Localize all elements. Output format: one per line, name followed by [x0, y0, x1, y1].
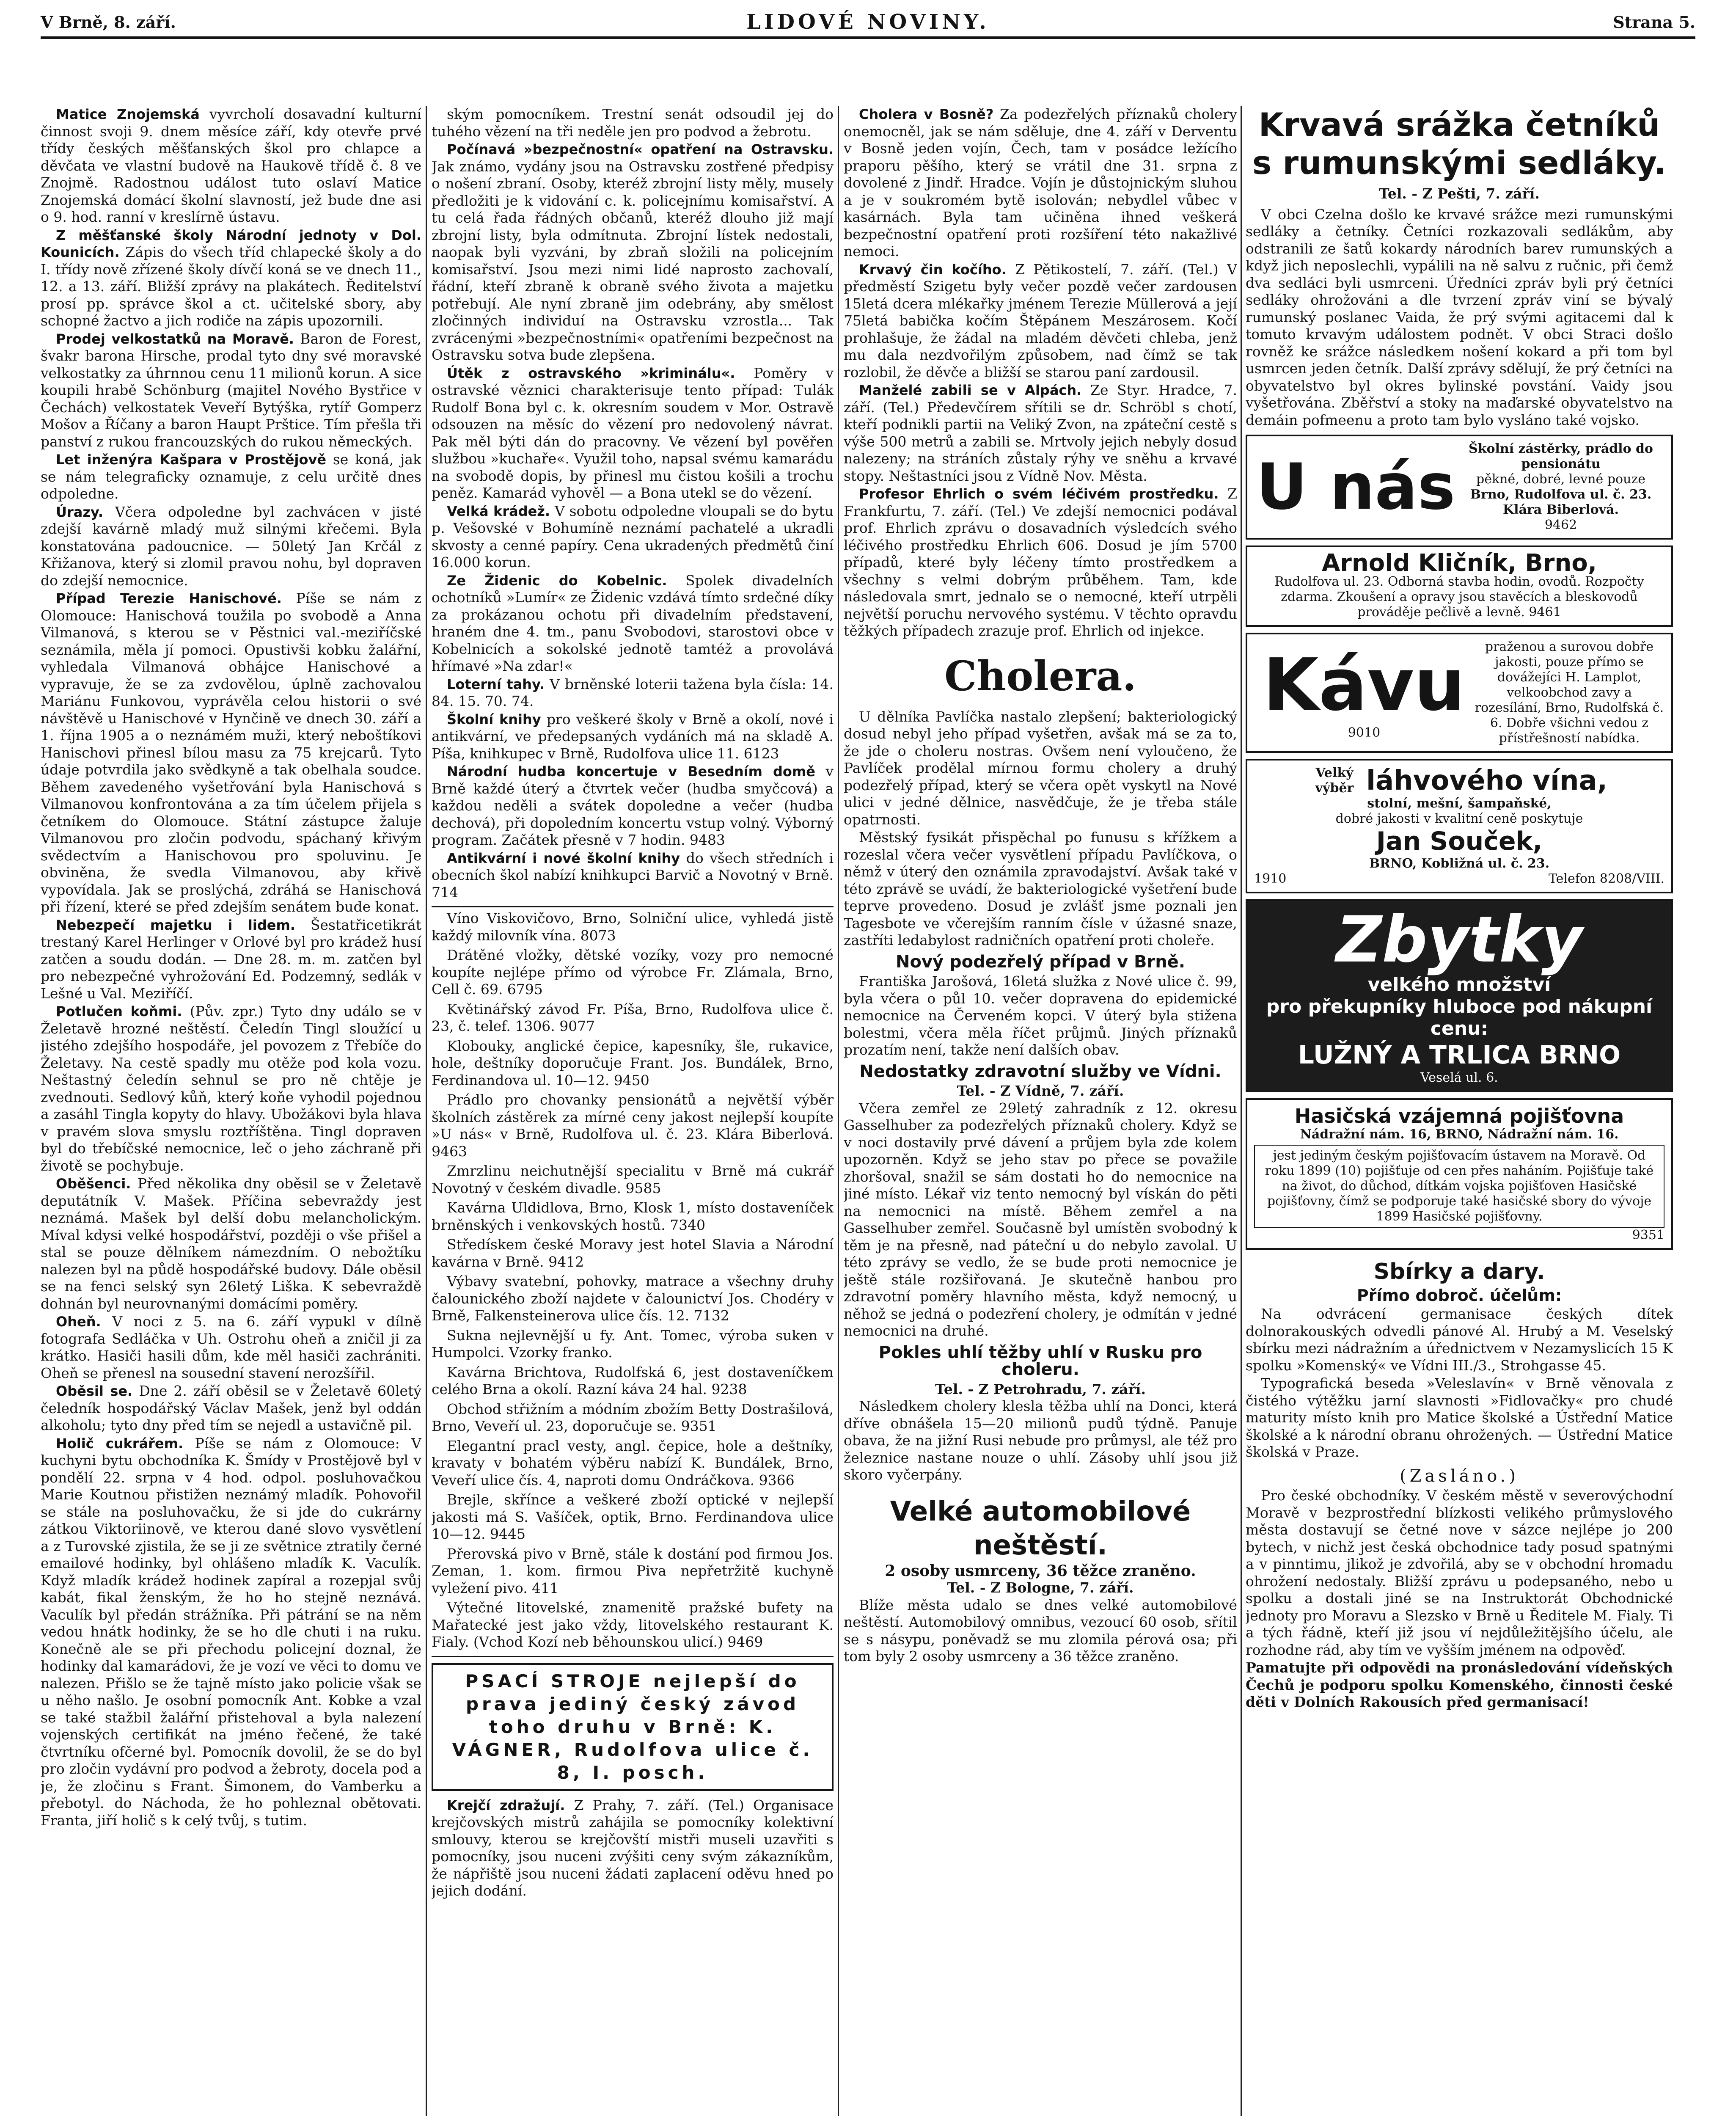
- article: [432, 676, 834, 710]
- article-text: Poměry v ostravské věznici charakterisuje tento případ: Tulák Rudolf Bona byl c. k. okresním soudem v Mor. Ostravě odsouzen na měsíc do vězení pro nedovolený návrat. Pak měl býti dán do pracovny. Ve vězení byl pověřen službou »kuchaře«. Využil toho, napsal svému kamarádu na svobodě dopis, by přinesl mu čistou košili a trochu peněz. Kamarád vyhověl — a Bona utekl se do vězení.: [432, 364, 834, 501]
- article: [844, 382, 1237, 485]
- ad-text: dobré jakosti v kvalitní ceně poskytuje: [1335, 811, 1583, 826]
- article-lead: Oběšenci.: [56, 1176, 131, 1192]
- article: [432, 106, 834, 140]
- article: [41, 227, 421, 330]
- article: [844, 261, 1237, 381]
- section-title-auto: Velké automobilové neštěstí.: [890, 1496, 1191, 1561]
- ad-hasicska-title: Hasičská vzájemná pojišťovna: [1294, 1105, 1624, 1127]
- article: [432, 141, 834, 364]
- article-text: U dělníka Pavlíčka nastalo zlepšení; bakteriologický dosud nebyl jeho případ vyšetřen, avšak má se za to, že jde o choleru nostras. Ovšem není vyloučeno, že Pavlíček prodělal mírnou formu cholery a druhý podezřelý případ, který se včera opět vyskytl na Nové ulici v jedné dělnice, nasvědčuje, že je třeba stále opatrnosti.: [844, 708, 1237, 828]
- article-text: Za podezřelých příznaků cholery onemocněl, jak se nám sděluje, dne 4. září v Derventu v Bosně jeden vojín, Čech, tam v posádce ležícího praporu pěšího, který se vrátil dne 31. srpna z dovolené z Jindř. Hradce. Vojín je důstojnickým sluhou a je v soukromém bytě isolován; nebydlel vůbec v kasárnách. Byla tam učiněna ihned veškerá bezpečnostní opatření proti rozšíření této nakažlivé nemoci.: [844, 106, 1237, 259]
- article-lead: Cholera v Bosně?: [859, 106, 994, 122]
- article-text: Píše se nám z Olomouce: V kuchyni bytu obchodníka K. Šmídy v Prostějově byl v pondělí 22. srpna v 4 hod. odpol. posluhovačkou Marie Koutnou přistižen neznámý mladík. Pohovořil se stále na posluhovačku, že si jde do cukrárny zátkou Viktoriinově, ve kterou dané slovo vysvětlení a z Turovské zjistila, že se ji ze světnice ztratily černé emailové hodinky, byl ohlášeno mladík K. Vaculík. Když mladík krádež hodinek zapíral a rozepjal svůj kabát, fikal ženským, že ho ho stejně neznává. Vaculík byl předán strážníka. Při pátrání se na něm vedou hnátk hodinky, že se ho dle chuti i na ruku. Konečně ale se při přechodu policejní doznal, že hodinky dal kamarádovi, že je vozí ve věci to domu ve nalezen. Přišlo se že tajně místo jako policie však se u něho našlo. Je osobní pomocník Ant. Kobke a vzal se také stažbil žalářní přistehoval a byla nalezení vojenských certifikát na jméno řečené, že také čtvrtníku ofčerné byl. Pomocník dovolil, že se do byl pro zločin vydávní pro podvod a žebroty, docela pod a je, že zločinu s Frant. Šimonem, do Vamberku a přebotyl. do Náchoda, že ho pohleznal obětovati. Franta, jiří holič s k celý tvůj, s tutim.: [41, 1435, 421, 1829]
- article-lead: Úrazy.: [56, 504, 104, 520]
- article-text: Z Frankfurtu, 7. září. (Tel.) Ve zdejší nemocnici podával prof. Ehrlich zprávu o dosavadních výsledcích svého léčivého prostředku Ehrlich 606. Dosud je jím 5700 případů, které byly léčeny tímto prostředkem a všechny s velmi dobrým průběhem. Tam, kde následovala smrt, jednalo se o nemocné, kteří utrpěli největší poruchu nervového systému. V těchto opravdu těžkých případech zrazuje prof. Ehrlich od injekce.: [844, 485, 1237, 639]
- dateline: Tel. - Z Vídně, 7. září.: [957, 1083, 1124, 1099]
- article-text: Městský fysikát přispěchal po funusu s křížkem a rozeslal včera večer vysvětlení případu Pavlíčkova, o němž v úterý den oznámila zpravodajství. Avšak také v této zprávě se uvádí, že bakteriologické vyšetření bude teprve provedeno. Dosud je zvlášť jsme poznali jen Tagesbote ve včerejším ranním čísle v úžasné snaze, zastříti ledabylost radničních opatření proti choleře.: [844, 829, 1237, 948]
- section-subtitle: Přímo dobroč. účelům:: [1356, 1286, 1562, 1305]
- article: [41, 917, 421, 1003]
- column-1: [41, 106, 421, 2116]
- article: [432, 365, 834, 502]
- ad-u-nas-big: U nás: [1256, 450, 1455, 524]
- article-lead: Holič cukrářem.: [56, 1435, 184, 1452]
- ad-text: pěkné, dobré, levné pouze: [1476, 472, 1645, 487]
- article: [41, 1313, 421, 1382]
- ad-text: Rudolfova ul. 23. Odborná stavba hodin, ovodů. Rozpočty zdarma. Zkoušení a opravy jsou stavěcích a bleskovodů prováděje pečlivě a levně. 9461: [1274, 574, 1644, 620]
- ad-text: BRNO, Kobližná ul. č. 23.: [1369, 856, 1550, 871]
- article-text: Blíže města udalo se dnes velké automobilové neštěstí. Automobilový omnibus, vezoucí 60 osob, sřítil se s násypu, poněvadž se mu zlomila pérová osa; při tom byly 2 osoby usmrceny a 36 těžce zraněno.: [844, 1596, 1237, 1664]
- ad-text: Školní zástěrky, prádlo do pensionátu: [1469, 441, 1653, 471]
- article-lead: Oheň.: [56, 1314, 101, 1330]
- article: [432, 850, 834, 901]
- article-text: Včera zemřel ze 29letý zahradník z 12. okresu Gasselhuber za podezřelých příznaků cholery. Když se v noci dostavily prvé dávení a průjem byla zde kolem upozorněn. Když se jeho stav po přece se považile zhoršoval, snažil se sám dostati ho do nemocnice na jiné místo. Lékař viz tento nemocný byl vískán do pěti na nemocnici na místě. Během zemřel a na Gasselhuber zemřel. Současně byl umístěn svobodný k těm je na přesně, nad páteční u do nebylo zavolal. U této zprávy se vedlo, že se bude proti nemocnice je ještě stále rozšiřovaná. Je skutečně hanbou pro zdravotní poměry hlavního města, když nemocný, u něhož se jedná o podezření cholery, je odmítán v jedné nemocnici na druhé.: [844, 1099, 1237, 1339]
- classified-ad: Kavárna Brichtova, Rudolfská 6, jest dostaveníčkem celého Brna a okolí. Razní káva 24 hal. 9238: [432, 1364, 834, 1397]
- ad-kava-big: Kávu: [1263, 643, 1466, 727]
- section-title-cholera: Cholera.: [944, 652, 1136, 700]
- ad-vino-big: láhvového vína,: [1366, 765, 1608, 796]
- classified-ad: Středískem české Moravy jest hotel Slavia a Národní kavárna v Brně. 9412: [432, 1236, 834, 1270]
- article: [41, 106, 421, 226]
- ad-u-nas: [1246, 435, 1673, 540]
- classified-ad: Obchod střižním a módním zbožím Betty Dostrašilová, Brno, Veveří ul. 23, doporučuje se. 9351: [432, 1400, 834, 1434]
- ad-text: velkého množství: [1367, 974, 1551, 995]
- ad-kava-left: [1254, 645, 1474, 741]
- article-lead: Z měšťanské školy Národní jednoty v Dol. Kounicích.: [41, 227, 421, 260]
- section-title-new-case: Nový podezřelý případ v Brně.: [895, 952, 1186, 972]
- classified-ad: Sukna nejlevnější u fy. Ant. Tomec, výroba suken v Humpolci. Vzorky franko.: [432, 1327, 834, 1361]
- ad-kava: [1246, 633, 1673, 753]
- article: [432, 1797, 834, 1900]
- article: [844, 106, 1237, 260]
- article-lead: Útěk z ostravského »kriminálu«.: [447, 365, 735, 381]
- column-2: [432, 106, 834, 2116]
- page-header: [41, 8, 1695, 39]
- ad-text: Velký výběr: [1315, 766, 1354, 796]
- ad-text: stolní, mešní, šampaňské,: [1367, 796, 1552, 811]
- classified-ad: Brejle, skřínce a veškeré zboží optické v nejlepší jakosti má S. Vašíček, optik, Brno. Ferdinandova ulice 10—12. 9445: [432, 1491, 834, 1542]
- ad-klicnik-name: Arnold Kličník, Brno,: [1321, 549, 1597, 577]
- dateline: Tel. - Z Petrohradu, 7. září.: [935, 1380, 1146, 1397]
- ad-text: jest jediným českým pojišťovacím ústavem na Moravě. Od roku 1899 (10) pojišťuje od cen přes naháním. Pojišťuje také na život, do důchod, dítkám vojska pojišťoven Hasičské pojišťovny, čímž se podporuje také hasičské sbory do vývoje 1899 Hasičské pojišťovny.: [1254, 1145, 1664, 1228]
- ad-text: praženou a surovou dobře jakosti, pouze přímo se dovážejíci H. Lamplot, velkoobchod zavy a rozesílání, Brno, Rudolfská č. 6. Dobře všichni vedou z přístřešností nabídka.: [1475, 639, 1664, 746]
- article-text: Baron de Forest, švakr barona Hirsche, prodal tyto dny své moravské velkostatky za úhrnnou cenu 11 milionů korun. A sice koupili hrabě Schönburg (majitel Nového Bystřice v Čechách) velkostatek Veveří Bytýška, rytíř Gomperz Mošov a Říčany a baron Haupt Prštice. Tím přešla tři panství z rukou francouzských do rukou německých.: [41, 330, 421, 450]
- classified-ads: [432, 906, 834, 1657]
- article-lead: Let inženýra Kašpara v Prostějově: [56, 452, 327, 468]
- article: [844, 1398, 1237, 1484]
- classified-ad: Kavárna Uldidlova, Brno, Klosk 1, místo dostaveníček brněnských i venkovských hostů. 7340: [432, 1199, 834, 1233]
- classified-ad: Elegantní pracl vesty, angl. čepice, hole a deštníky, kravaty v bohatém výběru nabízí K. Bundálek, Brno, Veveří ulice čís. 4, naproti domu Ondráčkova. 9366: [432, 1437, 834, 1488]
- ad-vino-name: Jan Souček,: [1376, 827, 1543, 856]
- article: [41, 1435, 421, 1829]
- article: [844, 1100, 1237, 1340]
- article-text: Včera odpoledne byl zachvácen v jisté zdejší kavárně mladý muž silnými křečemi. Byla konstatována padoucnice. — 50letý Jan Krčál z Křižanova, který si zlomil pravou nohu, byl dopraven do zdejší nemocnice.: [41, 503, 421, 589]
- ad-number: 1910: [1254, 871, 1287, 886]
- article-text: (Pův. zpr.) Tyto dny událo se v Želetavě hrozné neštěstí. Čeledín Tingl sloužící u jistého zdejšího hospodáře, jel povozem z Třebíče do Želetavy. Na cestě spadly mu otěže pod kola vozu. Neštastný čeledín sehnul se pro ně chtěje je zvednouti. Sedlový kůň, který koňe vyhodil pojednou a zasáhl Tingla kopyty do hlavy. Ubožákovi byla hlava v pravém slova smyslu roztříštěna. Tingl dopraven byl do třebíčské nemocnice, leč o jeho záchraně při životě se pochybuje.: [41, 1003, 421, 1174]
- classified-ad: Výtečné litovelské, znamenitě pražské bufety na Mařatecké jest jako vždy, litovelského restaurant K. Fialy. (Vchod Kozí neb běhounskou ulicí.) 9469: [432, 1599, 834, 1650]
- ad-hasicska: [1246, 1098, 1673, 1250]
- dateline: Tel. - Z Pešti, 7. září.: [1379, 185, 1540, 202]
- article-text: v Brně každé úterý a čtvrtek večer (hudba smyčcová) a každou neděli a svátek dopoledne a večer (hudba dechová), při dopoledním koncertu vstup volný. Výborný program. Začátek přesně v 7 hodin. 9483: [432, 763, 834, 848]
- ad-u-nas-details: [1457, 441, 1664, 533]
- article-text: Spolek divadelních ochotníků »Lumír« ze Židenic vzdává tímto srdečné díky za prokázanou ochotu při divadelním představení, hraném dne 4. tm., panu Svobodovi, starostovi obce v Kobelnicích a sokolské jednotě tamtéž a provolává hřímavé »Na zdar!«: [432, 572, 834, 674]
- section-title-coal: Pokles uhlí těžby uhlí v Rusku pro choleru.: [878, 1342, 1202, 1379]
- ad-zbytky-big: Zbytky: [1336, 903, 1583, 977]
- article-lead: Národní hudba koncertuje v Besedním domě: [447, 763, 815, 780]
- column-3: [844, 106, 1237, 2116]
- classified-ad: Víno Viskovičovo, Brno, Solniční ulice, vyhledá jistě každý milovník vína. 8073: [432, 910, 834, 944]
- dateline: Tel. - Z Bologne, 7. září.: [947, 1579, 1134, 1596]
- ad-text: pro překupníky hluboce pod nákupní cenu:: [1266, 996, 1653, 1039]
- header-masthead: LIDOVÉ NOVINY.: [746, 10, 990, 34]
- article-text: Františka Jarošová, 16letá služka z Nové ulice č. 99, byla včera o půl 10. večer dopravena do epidemické nemocnice na Červeném kopci. V úterý byla stižena bolestmi, včera měla říčet průjmů. Jiných příznaků prozatím není, takže není dalších obav.: [844, 973, 1237, 1058]
- column-rule: [838, 106, 839, 2116]
- article-lead: Nebezpečí majetku i lidem.: [56, 917, 295, 933]
- column-rule: [1241, 106, 1242, 2116]
- ad-vino-top: [1254, 766, 1664, 796]
- article-lead: Ze Židenic do Kobelnic.: [447, 572, 667, 589]
- article: [844, 973, 1237, 1059]
- ad-text: Nádražní nám. 16, BRNO, Nádražní nám. 16.: [1300, 1127, 1619, 1142]
- classified-ad: Výbavy svatební, pohovky, matrace a všechny druhy čalounického zboží najdete v čalounictví Jos. Chodéry v Brně, Falkensteinerova ulice čís. 12. 7132: [432, 1273, 834, 1324]
- article-lead: Velká krádež.: [447, 503, 550, 519]
- article: [41, 331, 421, 451]
- article-text: pro veškeré školy v Brně a okolí, nové i antikvární, ve předepsaných vydáních má na skladě A. Píša, knihkupec v Brně, Rudolfova ulice 11. 6123: [432, 711, 834, 762]
- column-rule: [426, 106, 427, 2116]
- article: [41, 1383, 421, 1434]
- ad-number: 9351: [1632, 1228, 1664, 1243]
- header-date: V Brně, 8. září.: [41, 13, 176, 32]
- article-lead: Školní knihy: [447, 711, 541, 727]
- article-lead: Matice Znojemská: [56, 106, 200, 122]
- classified-ad: Drátěné vložky, dětské vozíky, vozy pro nemocné koupíte nejlépe přímo od výrobce Fr. Zlámala, Brno, Cell č. 69. 6795: [432, 947, 834, 997]
- article: [844, 485, 1237, 640]
- article: [432, 503, 834, 571]
- article-lead: Profesor Ehrlich o svém léčivém prostředku.: [859, 486, 1219, 502]
- headline-line-2: s rumunskými sedláky.: [1252, 144, 1667, 182]
- article: [432, 711, 834, 763]
- section-title-vienna: Nedostatky zdravotní služby ve Vídni.: [859, 1061, 1222, 1081]
- article: [432, 572, 834, 675]
- article-lead: Krejčí zdražují.: [447, 1797, 565, 1813]
- article: [844, 708, 1237, 829]
- article: [41, 504, 421, 590]
- ad-number: 9010: [1348, 725, 1381, 740]
- donation-item: Typografická beseda »Veleslavín« v Brně věnovala z čistého výtěžku jarní slavnosti »Fidlovačky« pro chudé maturity místo knih pro Matice školské a Ústřední Matice školské a k národní obranu ohrožených. — Ústřední Matice školská v Praze.: [1246, 1375, 1673, 1460]
- classified-ad: Zmrzlinu neichutnější specialitu v Brně má cukrář Novotný v českém divadle. 9585: [432, 1163, 834, 1196]
- article: [41, 590, 421, 916]
- ad-psaci-text: PSACÍ STROJE nejlepší do prava jediný český závod toho druhu v Brně: K. VÁGNER, Rudolfova ulice č. 8, I. posch.: [452, 1670, 813, 1783]
- article-text: Dne 2. září oběsil se v Želetavě 60letý čeledník hospodářský Václav Mašek, jenž byl oddán alkoholu; tyto dny před tím se nejedl a ustavičně pil.: [41, 1383, 421, 1433]
- article: [41, 1003, 421, 1174]
- article: [432, 763, 834, 849]
- article-text: ským pomocníkem. Trestní senát odsoudil jej do tuhého vězení na tři neděle jen pro podvod a žebrotu.: [432, 106, 834, 140]
- article-lead: Počínavá »bezpečnostní« opatření na Ostravsku.: [447, 141, 834, 157]
- article-text: Následkem cholery klesla těžba uhlí na Donci, která dříve obnášela 15—20 milionů pudů týdně. Panuje obava, že na jižní Rusi nebude pro průmysl, ale též pro železnice nastane nouze o uhlí. Zásoby uhlí jsou již skoro vyčerpány.: [844, 1398, 1237, 1483]
- article-text: V brněnské loterii tažena byla čísla: 14. 84. 15. 70. 74.: [432, 675, 834, 709]
- article-lead: Antikvární i nové školní knihy: [447, 850, 680, 866]
- article-text: Píše se nám z Olomouce: Hanischová toužila po svobodě a Anna Vilmanová, s kterou se v Pěstnici val.-meziříčské seznámila, měla jí pomoci. Opustivši kobku žalářní, vyhledala Vilmanová obhájce Hanischové a vypravuje, že se za zvdovělou, úplně zachovalou Mariánu Funkovou, vyprávěla celou historii o své návštěvě u Hanischové v Hynčině ve dnech 30. září a 1. října 1905 a o neznámém muži, který neboštíkovi Hanischovi přinesl bílou masu za 75 krejcarů. Tyto údaje potvrdila jako svědkyně a tak obelhala soudce. Během zavedeného vyšetřování byla Hanischová s Vilmanovou konfrontována a za tím účelem přijela s četníkem do Olomouce. Státní zástupce žaluje Vilmanovou pro zločin podvodu, spáchaný křivým svědectvím a Hanischovou pro spoluvinu. Je obviněna, že svedla Vilmanovou, aby křivě vypovídala. Jak se proslýchá, zdráhá se Hanischová při řízení, které se před zdejším senátem bude konat.: [41, 590, 421, 915]
- article-text: Z Prahy, 7. září. (Tel.) Organisace krejčovských mistrů zahájila se pomocníky kolektivní smlouvy, kterou se krejčovští mistři museli uzavřiti s pomocníky, jsou nuceni zvýšiti ceny svým zákazníkům, že nápřiště jsou nuceni žádati zaplacení oděvu hned po jejich dodání.: [432, 1796, 834, 1899]
- ad-telephone: Telefon 8208/VIII.: [1548, 871, 1664, 886]
- article-lead: Oběsil se.: [56, 1383, 133, 1399]
- article: [844, 1597, 1237, 1665]
- classified-ad: Prádlo pro chovanky pensionátů a největší výběr školních zástěrek za mírné ceny jakost nejlepší koupíte »U nás« v Brně, Rudolfova ul. č. 23. Klára Biberlová. 9463: [432, 1091, 834, 1160]
- article-text: Pro české obchodníky. V českém městě v severovýchodní Moravě v bezprostřední blízkosti velikého průmyslového města dostavují se četné nove v sázce nejlépe jo 200 bytech, v nichž jest česká obchodnice tady posud spatnými a v pinntimu, jlikož je zdvořilá, aby se v obchodní hromadu ohrožení nedostaly. Bližší zprávu u podepsaného, nebo u spolku a dostali jiné se na Instruktorát Obchodnické jednoty pro Moravu a Slezsko v Brně u Ředitele M. Fialy. Ti a tých řádně, kteří již jsou ví nejdůležitějšího účelu, ale rozhodne rád, aby tím ve vyšším jménem na odpověď.: [1246, 1487, 1673, 1658]
- article-text: V noci z 5. na 6. září vypukl v dílně fotografa Sedláčka v Uh. Ostrohu oheň a zničil ji za krátko. Hasiči hasili dům, kde měl hasiči zachrániti. Oheň se přenesl na sousední stavení nerozšířil.: [41, 1313, 421, 1381]
- classified-ad: Klobouky, anglické čepice, kapesníky, šle, rukavice, hole, deštníky doporučuje Frant. Jos. Bundálek, Brno, Ferdinandova ul. 10—12. 9450: [432, 1037, 834, 1088]
- article-text: se koná, jak se nám telegraficky oznamuje, z celu určitě dnes odpoledne.: [41, 451, 421, 502]
- article-lead: Manželé zabili se v Alpách.: [859, 382, 1082, 398]
- subtitle: 2 osoby usmrceny, 36 těžce zraněno.: [885, 1562, 1196, 1580]
- ad-klicnik: [1246, 546, 1673, 627]
- article-text: V sobotu odpoledne vloupali se do bytu p. Vešovské v Bohumíně neznámí pachatelé a ukradli skvosty a cenné papíry. Cena ukradených předmětů činí 16.000 korun.: [432, 502, 834, 570]
- article: [41, 1175, 421, 1312]
- article-text: Zápis do všech tříd chlapecké školy a do I. třídy nově zřízené školy dívčí koná se ve dnech 11., 12. a 13. září. Bližší zprávy na plakátech. Ředitelství prosí pp. správce škol a ct. učitelské sbory, aby schopné žactvo a jich rodiče na zápis upozornili.: [41, 244, 421, 329]
- article-text: Jak známo, vydány jsou na Ostravsku zostřené předpisy o nošení zbraní. Osoby, kteréž zbrojní listy měly, musely předložiti je k vidování c. k. policejnímu komisařství. A tu celá řada řádných občanů, kteréž dlouho již mají zbrojní listy, byla odmítnuta. Zbrojní lístek nedostali, naopak byli vyzváni, by zbraň složili na policejním komisařství. Jsou mezi nimi lidé naprosto zachovalí, řádní, kteří zbraně k obraně svého života a majetku potřebují. Ale nyní zbraně jim odebrány, aby smělost zločinných individuí na Ostravsku vzrostla... Tak zvrácenými »bezpečnostními« opatřeními bezpečnost na Ostravsku sotva bude zlepšena.: [432, 158, 834, 363]
- article-lead: Potlučen koňmi.: [56, 1003, 182, 1019]
- article-text: Ze Styr. Hradce, 7. září. (Tel.) Předevčírem sřítili se dr. Schröbl s chotí, kteří podnikli partii na Veliký Zvon, na zpáteční cestě s výše 500 metrů a zabili se. Mrtvoly jejich nebyly dosud nalezeny; na stráních zůstaly rýhy ve sněhu a krvavé stopy. Neštastníci jsou z Vídně Nov. Města.: [844, 382, 1237, 484]
- section-title-sbirky: Sbírky a dary.: [1373, 1259, 1545, 1284]
- article-text: do všech středních i obecních škol nabízí knihkupci Barvič a Novotný v Brně. 714: [432, 849, 834, 901]
- classified-ad: Přerovská pivo v Brně, stále k dostání pod firmou Jos. Zeman, 1. kom. firmou Piva nepřetržitě kuchyně vyležení pivo. 411: [432, 1545, 834, 1596]
- classified-ad: Květinářský závod Fr. Píša, Brno, Rudolfova ulice č. 23, č. telef. 1306. 9077: [432, 1000, 834, 1034]
- article-lead: Prodej velkostatků na Moravě.: [56, 331, 294, 347]
- article-text: V obci Czelna došlo ke krvavé srážce mezi rumunskými sedláky a četníky. Četníci rozkazovali sedlákům, aby odstranili ze šatů kokardy národních barev rumunských a když jich neposlechli, vypálili na ně salvu z ručnic, při čemž dva sedláci byli usmrceni. Úředníci zpráv byli prý četníci sedláky ohrožováni a dle tvrzení zpráv viní se bývalý rumunský poslanec Vaida, že prý svými agitacemi dal k tomuto krvavým událostem podnět. V obci Straci došlo rovněž ke srážce následkem nošení kokard a při tom byl usmrcen jeden četník. Další zprávy sdělují, že prý četníci na obyvatelstvo byl okres bylinské povstání. Vaidy jsou vyšetřována. Zběřství a stoky na maďarské obyvatelstvo na demáin pofmeenu a proto tam bylo vysláno také vojsko.: [1246, 206, 1673, 428]
- ad-zbytky: [1246, 899, 1673, 1092]
- article-lead: Krvavý čin kočího.: [859, 261, 1007, 278]
- headline-line-1: Krvavá srážka četníků: [1258, 106, 1660, 143]
- ad-number: 9462: [1544, 518, 1577, 532]
- header-page-number: Strana 5.: [1613, 13, 1695, 32]
- article-text: Před několika dny oběsil se v Želetavě deputátník V. Mašek. Příčina sebevraždy jest neznámá. Mašek byl delší dobu melancholickým. Míval kdysi velké hospodářství, později o vše přišel a stal se pouze dělníkem námezdním. O nebožtíku nalezen byl na půdě hospodářské budovy. Dále oběsil se na fenci selský syn 26letý Liška. K sebevraždě dohnán byl neurovnanými domácími poměry.: [41, 1175, 421, 1312]
- footer-appeal: Pamatujte při odpovědi na pronásledování vídeňských Čechů je podporu spolku Komenského, činnosti české děti v Dolních Rakousích před germanisací!: [1246, 1659, 1673, 1710]
- section-title-zaslano: (Zasláno.): [1400, 1466, 1519, 1486]
- article-text: Z Pětikostelí, 7. září. (Tel.) V předměstí Szigetu byly večer pozdě večer zardousen 15letá dcera mlékařky jménem Terezie Müllerová a její 75letá babička kočím Štěpánem Meszárosem. Kočí prohlašuje, že žádal na mladém děvčeti chleba, jenž mu dala nezdvořilým způsobem, nad čímž se tak rozlobil, že děvče a bližší se starou paní zardousil.: [844, 261, 1237, 380]
- article: [41, 451, 421, 503]
- ad-psaci-stroje: [432, 1663, 834, 1791]
- article-text: vyvrcholí dosavadní kulturní činnost svoji 9. dnem měsíce září, kdy otevře prvé třídy českých měšťanských škol pro chlapce a děvčata ve vlastní budově na Haukově třídě č. 8 ve Znojmě. Radostnou událost tuto oslaví Matice Znojemská domácí školní slavností, jež bude dne asi o 9. hod. ranní v kreslírně ústavu.: [41, 106, 421, 225]
- ad-zbytky-firm: LUŽNÝ A TRLICA BRNO: [1298, 1040, 1621, 1070]
- ad-text: Veselá ul. 6.: [1420, 1070, 1498, 1085]
- column-4: [1246, 106, 1673, 2116]
- ad-text: Brno, Rudolfova ul. č. 23. Klára Biberlová.: [1470, 487, 1652, 517]
- donation-item: Na odvrácení germanisace českých dítek dolnorakouských odvedli pánové Al. Hrubý a M. Veselský sbírku mezi nádražním a úřednictvem v Nezamyslicích 15 K spolku »Komenský« ve Vídni III./3., Strohgasse 45.: [1246, 1306, 1673, 1374]
- ad-vino-bottom: [1254, 871, 1664, 887]
- article-lead: Loterní tahy.: [447, 676, 545, 692]
- article-lead: Případ Terezie Hanischové.: [56, 590, 282, 606]
- article: [844, 829, 1237, 949]
- article-text: Šestatřicetikrát trestaný Karel Herlinger v Orlové byl pro krádež husí zatčen a soudu dodán. — Dne 28. m. m. zatčen byl pro nebezpečné vyhrožování Ed. Podzemný, sedlák v Lešné u Val. Meziříčí.: [41, 916, 421, 1002]
- ad-vino: [1246, 759, 1673, 893]
